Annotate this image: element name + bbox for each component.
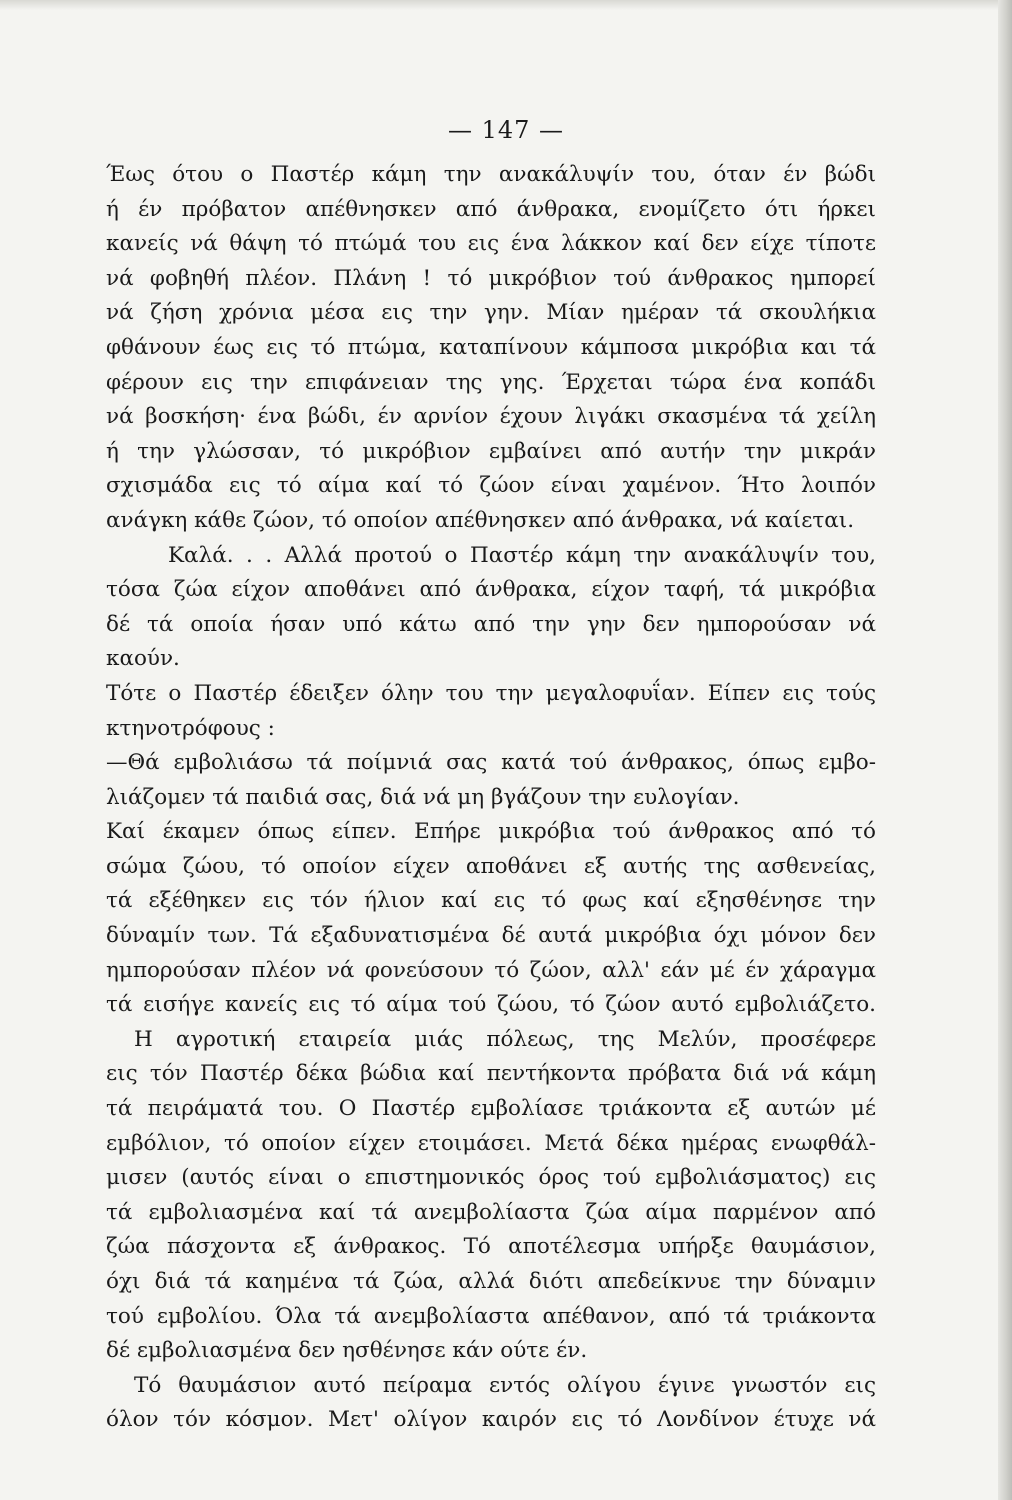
text-line: ζώα πάσχοντα εξ άνθρακος. Τό αποτέλεσμα υπήρξε θαυμάσιον, — [106, 1234, 876, 1260]
text-line: σώμα ζώου, τό οποίον είχεν αποθάνει εξ αυτής της ασθενείας, — [106, 853, 876, 879]
text-line: Καλά. . . Αλλά προτού ο Παστέρ κάμη την ανακάλυψίν του, — [168, 542, 876, 568]
text-line: τού εμβολίου. Όλα τά ανεμβολίαστα απέθανον, από τά τριάκοντα — [106, 1303, 876, 1329]
text-line: εμβόλιον, τό οποίον είχεν ετοιμάσει. Μετά δέκα ημέρας ενωφθάλ- — [106, 1130, 876, 1156]
text-line: κανείς νά θάψη τό πτώμά του εις ένα λάκκον καί δεν είχε τίποτε — [106, 231, 876, 257]
text-line: δέ εμβολιασμένα δεν ησθένησε κάν ούτε έν. — [106, 1338, 588, 1364]
text-line: όλον τόν κόσμον. Μετ' ολίγον καιρόν εις τό Λονδίνον έτυχε νά — [106, 1407, 876, 1433]
text-line: Τό θαυμάσιον αυτό πείραμα εντός ολίγου έγινε γνωστόν εις — [134, 1372, 876, 1398]
text-line: τά εξέθηκεν εις τόν ήλιον καί εις τό φως καί εξησθένησε την — [106, 888, 876, 914]
text-line: Καί έκαμεν όπως είπεν. Επήρε μικρόβια τού άνθρακος από τό — [106, 819, 876, 845]
text-line: τά εμβολιασμένα καί τά ανεμβολίαστα ζώα αίμα παρμένον από — [106, 1199, 876, 1225]
text-line: φθάνουν έως εις τό πτώμα, καταπίνουν κάμποσα μικρόβια και τά — [106, 334, 876, 360]
text-line: ημπορούσαν πλέον νά φονεύσουν τό ζώον, αλλ' εάν μέ έν χάραγμα — [106, 957, 876, 983]
text-line: δέ τά οποία ήσαν υπό κάτω από την γην δεν ημπορούσαν νά — [106, 611, 876, 637]
text-line: δύναμίν των. Τά εξαδυνατισμένα δέ αυτά μικρόβια όχι μόνον δεν — [106, 923, 876, 949]
scan-shadow-right — [998, 0, 1012, 1500]
text-line: ή την γλώσσαν, τό μικρόβιον εμβαίνει από αυτήν την μικράν — [106, 438, 876, 464]
text-line: λιάζομεν τά παιδιά σας, διά νά μη βγάζουν την ευλογίαν. — [106, 784, 740, 810]
text-line: τόσα ζώα είχον αποθάνει από άνθρακα, είχον ταφή, τά μικρόβια — [106, 577, 876, 603]
text-line: Τότε ο Παστέρ έδειξεν όλην του την μεγαλοφυΐαν. Είπεν εις τούς — [106, 680, 876, 706]
text-line: Η αγροτική εταιρεία μιάς πόλεως, της Μελύν, προσέφερε — [134, 1026, 876, 1052]
text-line: όχι διά τά καημένα τά ζώα, αλλά διότι απεδείκνυε την δύναμιν — [106, 1269, 876, 1294]
text-line: —Θά εμβολιάσω τά ποίμνιά σας κατά τού άνθρακος, όπως εμβο- — [106, 750, 876, 776]
text-line: νά βοσκήση· ένα βώδι, έν αρνίον έχουν λιγάκι σκασμένα τά χείλη — [106, 404, 876, 430]
page-number: — 147 — — [447, 116, 565, 144]
text-line: καούν. — [106, 646, 180, 672]
body-text — [106, 158, 876, 1438]
text-line: ή έν πρόβατον απέθνησκεν από άνθρακα, ενομίζετο ότι ήρκει — [106, 196, 876, 222]
text-line: μισεν (αυτός είναι ο επιστημονικός όρος τού εμβολιάσματος) εις — [106, 1165, 876, 1191]
text-line: φέρουν εις την επιφάνειαν της γης. Έρχεται τώρα ένα κοπάδι — [106, 369, 876, 395]
text-line: τά εισήγε κανείς εις τό αίμα τού ζώου, τό ζώον αυτό εμβολιάζετο. — [106, 992, 876, 1018]
text-line: ανάγκη κάθε ζώον, τό οποίον απέθνησκεν από άνθρακα, νά καίεται. — [106, 507, 855, 533]
text-line: νά φοβηθή πλέον. Πλάνη ! τό μικρόβιον τού άνθρακος ημπορεί — [106, 265, 876, 291]
text-line: κτηνοτρόφους : — [106, 715, 275, 741]
scan-shadow-top — [0, 0, 1012, 10]
text-line: νά ζήση χρόνια μέσα εις την γην. Μίαν ημέραν τά σκουλήκια — [106, 300, 876, 326]
text-line: σχισμάδα εις τό αίμα καί τό ζώον είναι χαμένον. Ήτο λοιπόν — [106, 473, 876, 499]
text-line: τά πειράματά του. Ο Παστέρ εμβολίασε τριάκοντα εξ αυτών μέ — [106, 1096, 876, 1122]
text-line: εις τόν Παστέρ δέκα βώδια καί πεντήκοντα πρόβατα διά νά κάμη — [106, 1061, 876, 1087]
text-line: Έως ότου ο Παστέρ κάμη την ανακάλυψίν του, όταν έν βώδι — [106, 162, 876, 187]
